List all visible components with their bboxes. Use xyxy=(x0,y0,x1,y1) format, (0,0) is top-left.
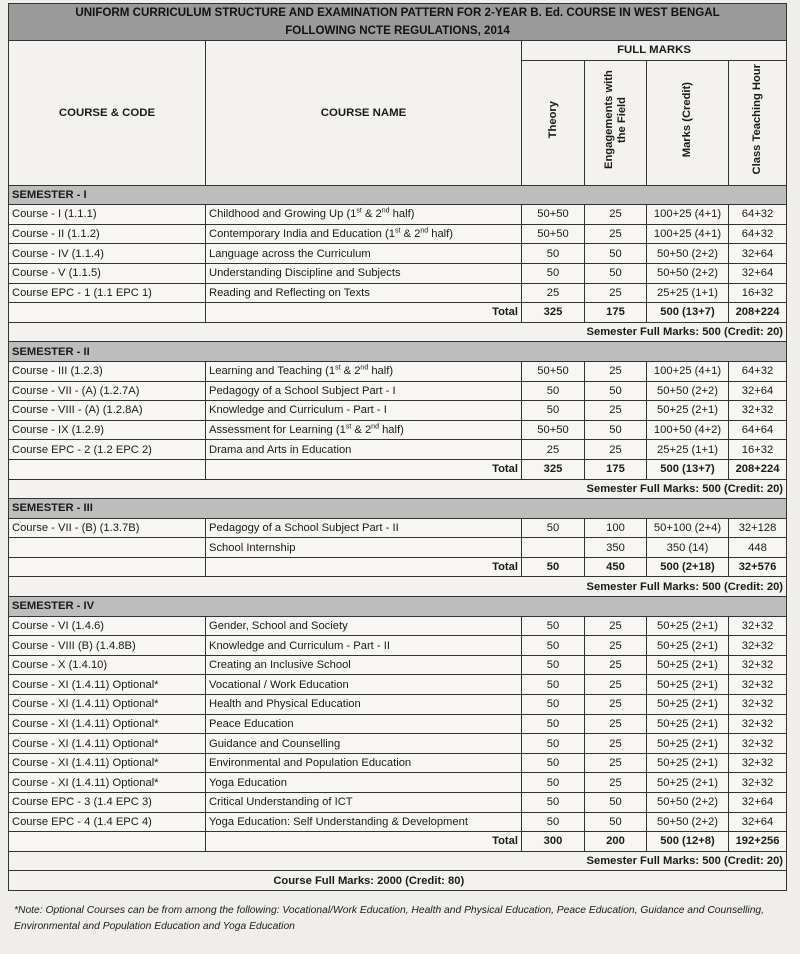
engagement-cell: 50 xyxy=(585,263,647,283)
marks-credit-cell: 50+25 (2+1) xyxy=(647,753,729,773)
marks-credit-cell: 50+25 (2+1) xyxy=(647,636,729,656)
course-code-cell: Course - XI (1.4.11) Optional* xyxy=(9,753,206,773)
course-name-text: & 2 xyxy=(351,424,372,437)
marks-credit-cell: 50+100 (2+4) xyxy=(647,518,729,538)
course-name-cell xyxy=(206,420,522,440)
marks-credit-cell: 50+25 (2+1) xyxy=(647,773,729,793)
header-class-hours-label: Class Teaching Hour xyxy=(751,64,764,175)
semester-full-marks: Semester Full Marks: 500 (Credit: 20) xyxy=(9,851,787,871)
class-hours-cell: 448 xyxy=(729,538,787,558)
course-code-cell: Course - XI (1.4.11) Optional* xyxy=(9,675,206,695)
engagement-cell: 25 xyxy=(585,675,647,695)
total-class-hours: 208+224 xyxy=(729,303,787,323)
course-code-cell: Course EPC - 4 (1.4 EPC 4) xyxy=(9,812,206,832)
semester-title: SEMESTER - IV xyxy=(9,597,787,617)
theory-cell: 25 xyxy=(522,440,585,460)
table-row xyxy=(9,263,787,283)
table-row xyxy=(9,205,787,225)
semester-header-row xyxy=(9,185,787,205)
table-row xyxy=(9,753,787,773)
course-code-cell: Course - VII - (B) (1.3.7B) xyxy=(9,518,206,538)
course-code-cell: Course - VIII - (A) (1.2.8A) xyxy=(9,401,206,421)
marks-credit-cell: 50+25 (2+1) xyxy=(647,616,729,636)
table-row xyxy=(9,655,787,675)
course-code-cell: Course - V (1.1.5) xyxy=(9,263,206,283)
engagement-cell: 25 xyxy=(585,205,647,225)
course-name-cell: Knowledge and Curriculum - Part - II xyxy=(206,636,522,656)
course-code-cell: Course - VI (1.4.6) xyxy=(9,616,206,636)
engagement-cell: 25 xyxy=(585,636,647,656)
total-row xyxy=(9,303,787,323)
marks-credit-cell: 25+25 (1+1) xyxy=(647,283,729,303)
semester-title: SEMESTER - I xyxy=(9,185,787,205)
marks-credit-cell: 50+25 (2+1) xyxy=(647,714,729,734)
class-hours-cell: 32+32 xyxy=(729,616,787,636)
course-code-cell: Course - XI (1.4.11) Optional* xyxy=(9,734,206,754)
theory-cell: 50+50 xyxy=(522,420,585,440)
header-course-code: COURSE & CODE xyxy=(9,41,206,186)
theory-cell: 50 xyxy=(522,675,585,695)
total-row xyxy=(9,557,787,577)
course-full-marks: Course Full Marks: 2000 (Credit: 80) xyxy=(9,871,729,891)
theory-cell: 25 xyxy=(522,283,585,303)
table-row xyxy=(9,714,787,734)
semester-full-marks-row xyxy=(9,577,787,597)
marks-credit-cell: 50+50 (2+2) xyxy=(647,793,729,813)
table-row xyxy=(9,695,787,715)
course-code-cell: Course - XI (1.4.11) Optional* xyxy=(9,695,206,715)
ordinal-suffix: st xyxy=(356,207,362,215)
course-code-cell: Course EPC - 3 (1.4 EPC 3) xyxy=(9,793,206,813)
course-name-cell xyxy=(206,361,522,381)
course-name-cell: Reading and Reflecting on Texts xyxy=(206,283,522,303)
course-code-cell: Course - I (1.1.1) xyxy=(9,205,206,225)
title-row xyxy=(9,4,787,41)
theory-cell: 50 xyxy=(522,695,585,715)
class-hours-cell: 64+32 xyxy=(729,361,787,381)
total-theory: 300 xyxy=(522,832,585,852)
title-line-1: UNIFORM CURRICULUM STRUCTURE AND EXAMINATION PATTERN FOR 2-YEAR B. Ed. COURSE IN WEST BENGAL xyxy=(75,6,720,19)
total-marks-credit: 500 (13+7) xyxy=(647,303,729,323)
course-name-cell: Understanding Discipline and Subjects xyxy=(206,263,522,283)
table-row xyxy=(9,401,787,421)
marks-credit-cell: 50+25 (2+1) xyxy=(647,401,729,421)
engagement-cell: 50 xyxy=(585,420,647,440)
theory-cell: 50+50 xyxy=(522,224,585,244)
course-name-cell: Gender, School and Society xyxy=(206,616,522,636)
total-label: Total xyxy=(206,832,522,852)
header-theory-label: Theory xyxy=(546,100,559,139)
theory-cell: 50 xyxy=(522,812,585,832)
semester-header-row xyxy=(9,597,787,617)
total-engagement: 175 xyxy=(585,303,647,323)
course-code-cell: Course - X (1.4.10) xyxy=(9,655,206,675)
course-name-cell xyxy=(206,224,522,244)
semester-full-marks: Semester Full Marks: 500 (Credit: 20) xyxy=(9,322,787,342)
header-marks-credit xyxy=(647,60,729,185)
engagement-cell: 25 xyxy=(585,734,647,754)
course-name-text: & 2 xyxy=(340,365,361,378)
course-code-cell: Course - IX (1.2.9) xyxy=(9,420,206,440)
total-marks-credit: 500 (13+7) xyxy=(647,459,729,479)
engagement-cell: 25 xyxy=(585,655,647,675)
title-line-2: FOLLOWING NCTE REGULATIONS, 2014 xyxy=(285,24,510,37)
course-name-cell: Critical Understanding of ICT xyxy=(206,793,522,813)
table-row xyxy=(9,283,787,303)
total-class-hours: 208+224 xyxy=(729,459,787,479)
course-name-cell: Guidance and Counselling xyxy=(206,734,522,754)
table-row xyxy=(9,420,787,440)
theory-cell: 50 xyxy=(522,518,585,538)
course-name-cell: Language across the Curriculum xyxy=(206,244,522,264)
course-name-text: half) xyxy=(428,228,453,241)
semester-title: SEMESTER - II xyxy=(9,342,787,362)
header-full-marks: FULL MARKS xyxy=(522,41,787,61)
marks-credit-cell: 50+25 (2+1) xyxy=(647,734,729,754)
engagement-cell: 25 xyxy=(585,616,647,636)
engagement-cell: 25 xyxy=(585,440,647,460)
table-row xyxy=(9,381,787,401)
marks-credit-cell: 50+25 (2+1) xyxy=(647,695,729,715)
class-hours-cell: 16+32 xyxy=(729,283,787,303)
engagement-cell: 50 xyxy=(585,812,647,832)
engagement-cell: 50 xyxy=(585,381,647,401)
total-blank-cell xyxy=(9,557,206,577)
total-blank-cell xyxy=(9,832,206,852)
ordinal-suffix: st xyxy=(335,364,341,372)
total-theory: 325 xyxy=(522,303,585,323)
class-hours-cell: 32+128 xyxy=(729,518,787,538)
course-name-cell: School Internship xyxy=(206,538,522,558)
theory-cell: 50 xyxy=(522,793,585,813)
footnote: *Note: Optional Courses can be from among the following: Vocational/Work Education, Health and Physical Education, Peace Education, Guidance and Counselling, Environmental and Population Education and Yoga Education xyxy=(14,905,765,932)
course-name-cell: Environmental and Population Education xyxy=(206,753,522,773)
class-hours-cell: 32+32 xyxy=(729,734,787,754)
engagement-cell: 25 xyxy=(585,283,647,303)
course-code-cell: Course EPC - 1 (1.1 EPC 1) xyxy=(9,283,206,303)
marks-credit-cell: 100+25 (4+1) xyxy=(647,205,729,225)
header-theory xyxy=(522,60,585,185)
engagement-cell: 25 xyxy=(585,361,647,381)
total-theory: 325 xyxy=(522,459,585,479)
header-engagements-label: Engagements with the Field xyxy=(602,70,628,170)
course-name-text: half) xyxy=(378,424,404,437)
course-name-cell: Pedagogy of a School Subject Part - II xyxy=(206,518,522,538)
course-code-cell: Course - VIII (B) (1.4.8B) xyxy=(9,636,206,656)
engagement-cell: 25 xyxy=(585,714,647,734)
theory-cell: 50 xyxy=(522,263,585,283)
total-marks-credit: 500 (2+18) xyxy=(647,557,729,577)
class-hours-cell: 32+32 xyxy=(729,675,787,695)
header-engagements xyxy=(585,60,647,185)
total-blank-cell xyxy=(9,459,206,479)
engagement-cell: 25 xyxy=(585,695,647,715)
table-title xyxy=(9,4,787,41)
course-code-cell xyxy=(9,538,206,558)
total-engagement: 175 xyxy=(585,459,647,479)
ordinal-suffix: st xyxy=(394,227,401,235)
marks-credit-cell: 25+25 (1+1) xyxy=(647,440,729,460)
class-hours-cell: 16+32 xyxy=(729,440,787,460)
theory-cell: 50 xyxy=(522,401,585,421)
class-hours-cell: 32+32 xyxy=(729,655,787,675)
course-name-cell: Vocational / Work Education xyxy=(206,675,522,695)
header-course-name: COURSE NAME xyxy=(206,41,522,186)
total-engagement: 450 xyxy=(585,557,647,577)
total-label: Total xyxy=(206,303,522,323)
table-row xyxy=(9,440,787,460)
class-hours-cell: 32+64 xyxy=(729,263,787,283)
theory-cell xyxy=(522,538,585,558)
ordinal-suffix: nd xyxy=(420,227,429,235)
course-name-cell: Health and Physical Education xyxy=(206,695,522,715)
ordinal-suffix: st xyxy=(345,423,352,431)
course-full-marks-blank xyxy=(729,871,787,891)
total-label: Total xyxy=(206,459,522,479)
course-name-cell: Yoga Education xyxy=(206,773,522,793)
course-name-cell: Pedagogy of a School Subject Part - I xyxy=(206,381,522,401)
semester-full-marks-row xyxy=(9,479,787,499)
course-name-text: & 2 xyxy=(400,228,421,241)
course-name-text: & 2 xyxy=(361,208,382,221)
class-hours-cell: 32+32 xyxy=(729,753,787,773)
marks-credit-cell: 100+25 (4+1) xyxy=(647,361,729,381)
table-row xyxy=(9,812,787,832)
ordinal-suffix: nd xyxy=(371,423,379,431)
table-row xyxy=(9,361,787,381)
total-blank-cell xyxy=(9,303,206,323)
theory-cell: 50 xyxy=(522,773,585,793)
theory-cell: 50+50 xyxy=(522,205,585,225)
semester-header-row xyxy=(9,499,787,519)
course-name-text: Contemporary India and Education (1 xyxy=(209,228,395,241)
table-row xyxy=(9,616,787,636)
course-name-cell: Yoga Education: Self Understanding & Development xyxy=(206,812,522,832)
table-row xyxy=(9,793,787,813)
class-hours-cell: 64+32 xyxy=(729,205,787,225)
marks-credit-cell: 50+50 (2+2) xyxy=(647,381,729,401)
course-code-cell: Course - XI (1.4.11) Optional* xyxy=(9,714,206,734)
course-name-text: Childhood and Growing Up (1 xyxy=(209,208,357,221)
ordinal-suffix: nd xyxy=(381,207,390,215)
semester-full-marks: Semester Full Marks: 500 (Credit: 20) xyxy=(9,577,787,597)
engagement-cell: 350 xyxy=(585,538,647,558)
semester-full-marks-row xyxy=(9,851,787,871)
course-name-cell: Creating an Inclusive School xyxy=(206,655,522,675)
marks-credit-cell: 100+50 (4+2) xyxy=(647,420,729,440)
theory-cell: 50 xyxy=(522,753,585,773)
class-hours-cell: 32+32 xyxy=(729,636,787,656)
marks-credit-cell: 50+50 (2+2) xyxy=(647,263,729,283)
table-row xyxy=(9,636,787,656)
marks-credit-cell: 350 (14) xyxy=(647,538,729,558)
course-name-cell: Drama and Arts in Education xyxy=(206,440,522,460)
marks-credit-cell: 50+50 (2+2) xyxy=(647,244,729,264)
engagement-cell: 100 xyxy=(585,518,647,538)
course-name-text: half) xyxy=(389,208,415,221)
engagement-cell: 25 xyxy=(585,753,647,773)
table-row xyxy=(9,518,787,538)
semester-full-marks: Semester Full Marks: 500 (Credit: 20) xyxy=(9,479,787,499)
theory-cell: 50 xyxy=(522,381,585,401)
class-hours-cell: 32+64 xyxy=(729,244,787,264)
course-code-cell: Course - XI (1.4.11) Optional* xyxy=(9,773,206,793)
class-hours-cell: 64+64 xyxy=(729,420,787,440)
engagement-cell: 25 xyxy=(585,773,647,793)
theory-cell: 50 xyxy=(522,616,585,636)
semester-full-marks-row xyxy=(9,322,787,342)
curriculum-sheet xyxy=(8,3,786,891)
engagement-cell: 50 xyxy=(585,793,647,813)
table-row xyxy=(9,773,787,793)
course-name-text: Learning and Teaching (1 xyxy=(209,365,336,378)
class-hours-cell: 32+64 xyxy=(729,812,787,832)
total-engagement: 200 xyxy=(585,832,647,852)
class-hours-cell: 64+32 xyxy=(729,224,787,244)
course-code-cell: Course - VII - (A) (1.2.7A) xyxy=(9,381,206,401)
course-code-cell: Course - III (1.2.3) xyxy=(9,361,206,381)
course-name-cell xyxy=(206,205,522,225)
theory-cell: 50 xyxy=(522,244,585,264)
marks-credit-cell: 100+25 (4+1) xyxy=(647,224,729,244)
course-full-marks-row xyxy=(9,871,787,891)
theory-cell: 50 xyxy=(522,734,585,754)
total-class-hours: 32+576 xyxy=(729,557,787,577)
header-row xyxy=(9,41,787,61)
table-row xyxy=(9,224,787,244)
semester-title: SEMESTER - III xyxy=(9,499,787,519)
marks-credit-cell: 50+50 (2+2) xyxy=(647,812,729,832)
course-name-text: Assessment for Learning (1 xyxy=(209,424,346,437)
total-marks-credit: 500 (12+8) xyxy=(647,832,729,852)
class-hours-cell: 32+64 xyxy=(729,381,787,401)
table-row xyxy=(9,675,787,695)
total-row xyxy=(9,459,787,479)
course-name-text: half) xyxy=(368,365,394,378)
class-hours-cell: 32+32 xyxy=(729,401,787,421)
ordinal-suffix: nd xyxy=(360,364,369,372)
class-hours-cell: 32+32 xyxy=(729,714,787,734)
marks-credit-cell: 50+25 (2+1) xyxy=(647,655,729,675)
header-marks-credit-label: Marks (Credit) xyxy=(681,81,693,158)
engagement-cell: 25 xyxy=(585,401,647,421)
curriculum-table xyxy=(8,3,787,891)
theory-cell: 50 xyxy=(522,655,585,675)
theory-cell: 50 xyxy=(522,714,585,734)
course-code-cell: Course EPC - 2 (1.2 EPC 2) xyxy=(9,440,206,460)
engagement-cell: 25 xyxy=(585,224,647,244)
course-code-cell: Course - II (1.1.2) xyxy=(9,224,206,244)
table-row xyxy=(9,734,787,754)
marks-credit-cell: 50+25 (2+1) xyxy=(647,675,729,695)
theory-cell: 50+50 xyxy=(522,361,585,381)
course-code-cell: Course - IV (1.1.4) xyxy=(9,244,206,264)
class-hours-cell: 32+32 xyxy=(729,695,787,715)
table-row xyxy=(9,244,787,264)
course-name-cell: Peace Education xyxy=(206,714,522,734)
total-row xyxy=(9,832,787,852)
class-hours-cell: 32+32 xyxy=(729,773,787,793)
total-class-hours: 192+256 xyxy=(729,832,787,852)
total-theory: 50 xyxy=(522,557,585,577)
class-hours-cell: 32+64 xyxy=(729,793,787,813)
total-label: Total xyxy=(206,557,522,577)
table-row xyxy=(9,538,787,558)
semester-header-row xyxy=(9,342,787,362)
engagement-cell: 50 xyxy=(585,244,647,264)
theory-cell: 50 xyxy=(522,636,585,656)
course-name-cell: Knowledge and Curriculum - Part - I xyxy=(206,401,522,421)
header-class-hours xyxy=(729,60,787,185)
